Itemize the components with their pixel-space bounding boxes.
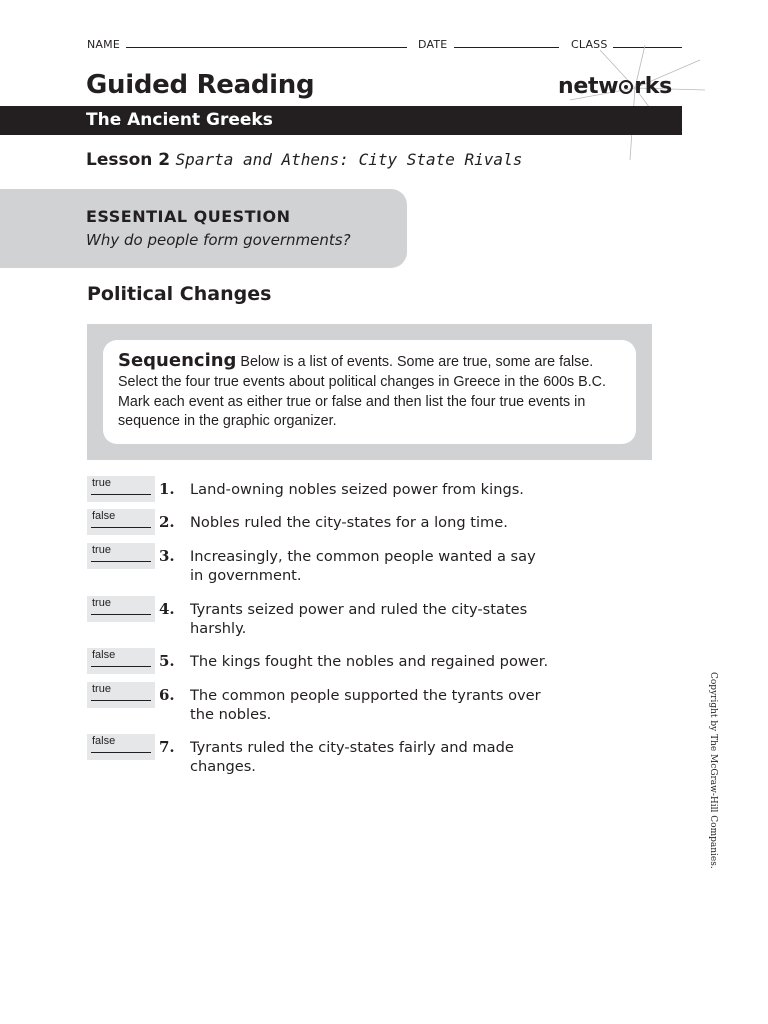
item-line: the nobles. bbox=[190, 706, 272, 723]
lesson-title: Sparta and Athens: City State Rivals bbox=[175, 150, 523, 169]
item-text bbox=[190, 480, 580, 499]
item-line: The common people supported the tyrants over bbox=[190, 687, 541, 704]
date-label: DATE bbox=[418, 38, 448, 51]
item-number: 2. bbox=[159, 513, 175, 531]
essential-question-title: ESSENTIAL QUESTION bbox=[86, 207, 291, 226]
item-number: 3. bbox=[159, 547, 175, 565]
answer-field[interactable] bbox=[87, 543, 155, 569]
item-line: Tyrants seized power and ruled the city-states bbox=[190, 601, 528, 618]
logo-o-icon bbox=[619, 80, 633, 94]
section-heading: Political Changes bbox=[87, 283, 272, 305]
answer-field[interactable] bbox=[87, 509, 155, 535]
networks-logo bbox=[558, 74, 672, 99]
item-number: 5. bbox=[159, 652, 175, 670]
item-number: 1. bbox=[159, 480, 175, 498]
item-text bbox=[190, 600, 580, 638]
answer-value: true bbox=[92, 597, 111, 609]
essential-question-box bbox=[0, 189, 407, 268]
item-number: 4. bbox=[159, 600, 175, 618]
answer-line bbox=[91, 752, 151, 753]
instructions-text bbox=[118, 351, 628, 432]
item-line: Land-owning nobles seized power from kings. bbox=[190, 481, 524, 498]
item-line: in government. bbox=[190, 567, 302, 584]
logo-text-start: netw bbox=[558, 74, 619, 99]
item-line: harshly. bbox=[190, 620, 247, 637]
instructions-body: Below is a list of events. Some are true, some are false. Select the four true events about political changes in Greece in the 600s B.C. Mark each event as either true or false and then list the four true events in sequence in the graphic organizer. bbox=[118, 354, 606, 430]
item-number: 7. bbox=[159, 738, 175, 756]
item-line: changes. bbox=[190, 758, 256, 775]
subject-title: The Ancient Greeks bbox=[86, 110, 273, 130]
answer-value: false bbox=[92, 510, 116, 522]
answer-line bbox=[91, 494, 151, 495]
item-line: Tyrants ruled the city-states fairly and made bbox=[190, 739, 514, 756]
answer-field[interactable] bbox=[87, 648, 155, 674]
item-number: 6. bbox=[159, 686, 175, 704]
answer-value: true bbox=[92, 683, 111, 695]
answer-value: true bbox=[92, 544, 111, 556]
answer-field[interactable] bbox=[87, 596, 155, 622]
answer-field[interactable] bbox=[87, 682, 155, 708]
page-title: Guided Reading bbox=[86, 70, 315, 100]
item-text bbox=[190, 547, 580, 585]
item-line: Increasingly, the common people wanted a say bbox=[190, 548, 536, 565]
answer-value: true bbox=[92, 477, 111, 489]
item-text bbox=[190, 738, 580, 776]
starburst-decoration bbox=[560, 40, 730, 170]
item-text bbox=[190, 513, 580, 532]
name-label: NAME bbox=[87, 38, 120, 51]
lesson-heading bbox=[86, 150, 522, 170]
essential-question-text: Why do people form governments? bbox=[86, 231, 351, 249]
item-text bbox=[190, 652, 580, 671]
answer-line bbox=[91, 666, 151, 667]
instructions-heading: Sequencing bbox=[118, 350, 237, 371]
answer-line bbox=[91, 614, 151, 615]
answer-value: false bbox=[92, 735, 116, 747]
answer-line bbox=[91, 700, 151, 701]
answer-field[interactable] bbox=[87, 734, 155, 760]
answer-field[interactable] bbox=[87, 476, 155, 502]
item-line: Nobles ruled the city-states for a long time. bbox=[190, 514, 508, 531]
item-text bbox=[190, 686, 580, 724]
date-field[interactable] bbox=[454, 47, 559, 48]
item-line: The kings fought the nobles and regained power. bbox=[190, 653, 549, 670]
class-label: CLASS bbox=[571, 38, 608, 51]
logo-text-end: rks bbox=[634, 74, 672, 99]
lesson-label: Lesson 2 bbox=[86, 150, 171, 170]
name-field[interactable] bbox=[126, 47, 407, 48]
answer-line bbox=[91, 561, 151, 562]
copyright-note: Copyright by The McGraw-Hill Companies. bbox=[708, 672, 718, 869]
answer-value: false bbox=[92, 649, 116, 661]
answer-line bbox=[91, 527, 151, 528]
